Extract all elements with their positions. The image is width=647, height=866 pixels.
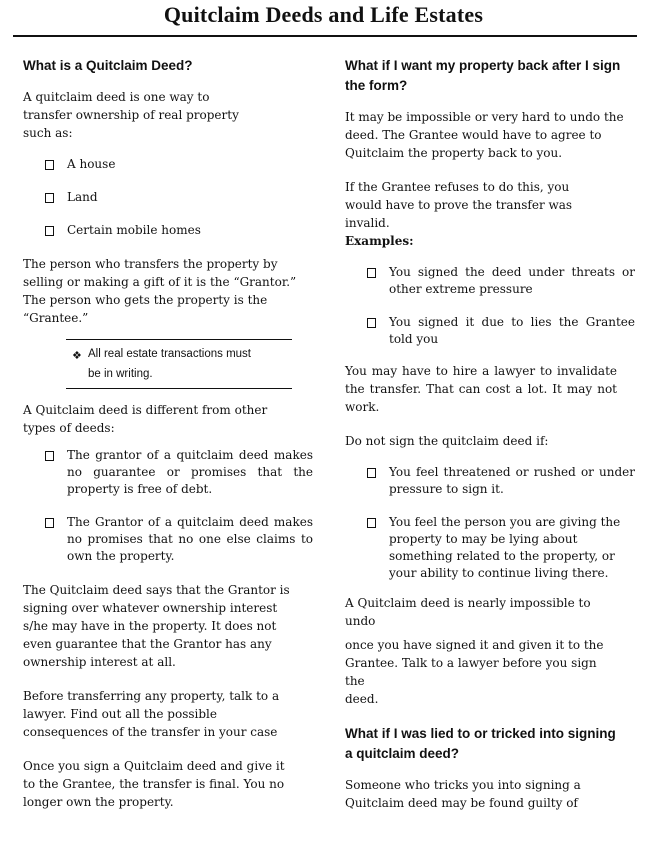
- list-item: Certain mobile homes: [23, 222, 323, 239]
- checkbox-icon: [367, 268, 376, 278]
- paragraph-deed-types: A Quitclaim deed is different from other types of deeds:: [23, 403, 268, 435]
- section-heading-what-is-quitclaim: What is a Quitclaim Deed?: [23, 58, 193, 73]
- checkbox-icon: [367, 518, 376, 528]
- diamond-bullet-icon: ❖: [72, 350, 82, 362]
- checkbox-icon: [45, 451, 54, 461]
- right-column: [345, 56, 635, 812]
- left-column: [23, 56, 323, 811]
- checkbox-icon: [45, 193, 54, 203]
- list-item: The grantor of a quitclaim deed makes no guarantee or promises that the property is free of debt.: [23, 447, 313, 498]
- paragraph-do-not-sign: Do not sign the quitclaim deed if:: [345, 434, 549, 448]
- paragraph-transfer-final: Once you sign a Quitclaim deed and give it to the Grantee, the transfer is final. You no longer own the property.: [23, 759, 285, 809]
- list-item: You signed it due to lies the Grantee told you: [345, 314, 635, 348]
- checkbox-icon: [45, 226, 54, 236]
- section-heading-property-back: What if I want my property back after I sign the form?: [345, 58, 621, 93]
- list-item: A house: [23, 156, 323, 173]
- paragraph-hire-lawyer: You may have to hire a lawyer to invalidate the transfer. That can cost a lot. It may not work.: [345, 364, 617, 414]
- property-type-list: [23, 156, 323, 239]
- title-divider: [13, 35, 637, 37]
- examples-list: [345, 264, 635, 348]
- checkbox-icon: [367, 468, 376, 478]
- paragraph-tricked: Someone who tricks you into signing a Quitclaim deed may be found guilty of: [345, 778, 581, 810]
- paragraph-talk-to-lawyer: Before transferring any property, talk to a lawyer. Find out all the possible consequences of the transfer in your case: [23, 689, 280, 739]
- checkbox-icon: [45, 160, 54, 170]
- paragraph-ownership-interest: The Quitclaim deed says that the Grantor is signing over whatever ownership interest s/he may have in the property. It does not even guarantee that the Grantor has any ownership interest at all.: [23, 583, 290, 669]
- document-title: Quitclaim Deeds and Life Estates: [163, 2, 484, 27]
- list-item: You signed the deed under threats or other extreme pressure: [345, 264, 635, 298]
- paragraph-nearly-impossible: A Quitclaim deed is nearly impossible to undo: [345, 596, 591, 628]
- paragraph-deed-end: deed.: [345, 692, 379, 706]
- do-not-sign-list: [345, 464, 635, 582]
- paragraph-signed-and-given: once you have signed it and given it to the Grantee. Talk to a lawyer before you sign the: [345, 638, 604, 688]
- list-item: You feel threatened or rushed or under pressure to sign it.: [345, 464, 635, 498]
- paragraph-undo-deed: It may be impossible or very hard to undo the deed. The Grantee would have to agree to Quitclaim the property back to you.: [345, 110, 624, 160]
- deed-difference-list: [23, 447, 313, 565]
- callout-box: ❖ All real estate transactions must be in writing.: [66, 339, 292, 389]
- list-item: You feel the person you are giving the property to may be lying about something related to the property, or your ability to continue living there.: [345, 514, 635, 582]
- section-heading-lied-to: What if I was lied to or tricked into signing a quitclaim deed?: [345, 726, 616, 761]
- paragraph-grantee-refuses: If the Grantee refuses to do this, you would have to prove the transfer was invalid.: [345, 180, 573, 230]
- paragraph-grantor-grantee: The person who transfers the property by selling or making a gift of it is the “Grantor.” The person who gets the property is the “Grantee.”: [23, 257, 297, 325]
- paragraph-definition: A quitclaim deed is one way to transfer ownership of real property such as:: [23, 90, 239, 140]
- examples-label: Examples:: [345, 234, 414, 248]
- checkbox-icon: [367, 318, 376, 328]
- list-item: The Grantor of a quitclaim deed makes no promises that no one else claims to own the property.: [23, 514, 313, 565]
- list-item: Land: [23, 189, 323, 206]
- checkbox-icon: [45, 518, 54, 528]
